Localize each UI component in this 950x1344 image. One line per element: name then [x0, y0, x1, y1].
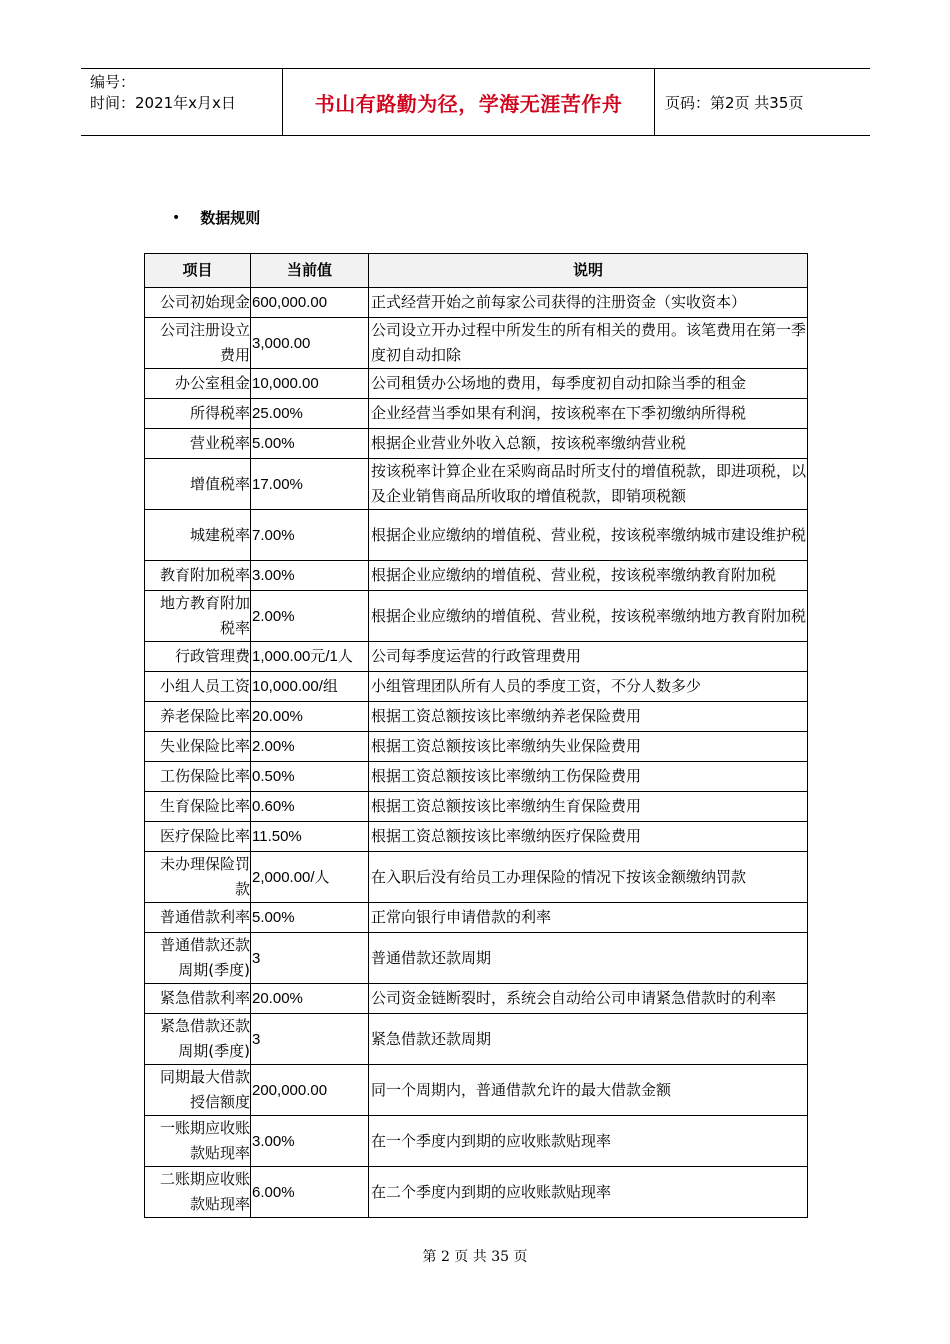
- table-row: [145, 852, 808, 903]
- row-item-cell: 医疗保险比率: [145, 822, 251, 852]
- row-description-cell: 紧急借款还款周期: [369, 1014, 808, 1065]
- row-value-cell: 10,000.00: [251, 369, 369, 399]
- row-description-cell: 正常向银行申请借款的利率: [369, 903, 808, 933]
- table-row: [145, 903, 808, 933]
- row-description-cell: 根据企业营业外收入总额，按该税率缴纳营业税: [369, 429, 808, 459]
- row-item-cell: 工伤保险比率: [145, 762, 251, 792]
- table-row: [145, 591, 808, 642]
- section-title: 数据规则: [200, 209, 261, 227]
- row-description-cell: 在一个季度内到期的应收账款贴现率: [369, 1116, 808, 1167]
- table-row: [145, 459, 808, 510]
- row-item-cell: 小组人员工资: [145, 672, 251, 702]
- row-description-cell: 根据工资总额按该比率缴纳工伤保险费用: [369, 762, 808, 792]
- table-row: [145, 1065, 808, 1116]
- row-item-cell: 教育附加税率: [145, 561, 251, 591]
- row-item-cell: 生育保险比率: [145, 792, 251, 822]
- row-description-cell: 根据企业应缴纳的增值税、营业税，按该税率缴纳教育附加税: [369, 561, 808, 591]
- section-heading: [172, 207, 260, 228]
- row-item-cell: 未办理保险罚款: [145, 852, 251, 903]
- table-row: [145, 399, 808, 429]
- table-row: [145, 1014, 808, 1065]
- row-item-cell: 普通借款利率: [145, 903, 251, 933]
- row-value-cell: 600,000.00: [251, 288, 369, 318]
- table-row: [145, 288, 808, 318]
- table-row: [145, 561, 808, 591]
- row-value-cell: 25.00%: [251, 399, 369, 429]
- row-item-cell: 一账期应收账款贴现率: [145, 1116, 251, 1167]
- row-value-cell: 0.60%: [251, 792, 369, 822]
- document-number-label: 编号：: [90, 73, 136, 91]
- row-description-cell: 根据工资总额按该比率缴纳医疗保险费用: [369, 822, 808, 852]
- row-item-cell: 行政管理费: [145, 642, 251, 672]
- table-row: [145, 318, 808, 369]
- row-description-cell: 公司租赁办公场地的费用，每季度初自动扣除当季的租金: [369, 369, 808, 399]
- header-page-info: [655, 69, 870, 135]
- row-value-cell: 3: [251, 933, 369, 984]
- row-value-cell: 3,000.00: [251, 318, 369, 369]
- row-item-cell: 营业税率: [145, 429, 251, 459]
- column-header-item: 项目: [145, 254, 251, 288]
- row-item-cell: 同期最大借款授信额度: [145, 1065, 251, 1116]
- table-row: [145, 702, 808, 732]
- row-item-cell: 普通借款还款周期(季度): [145, 933, 251, 984]
- data-rules-table: [144, 253, 808, 1218]
- row-item-cell: 办公室租金: [145, 369, 251, 399]
- row-value-cell: 10,000.00/组: [251, 672, 369, 702]
- header-slogan: 书山有路勤为径，学海无涯苦作舟: [314, 91, 623, 116]
- row-item-cell: 二账期应收账款贴现率: [145, 1167, 251, 1218]
- row-item-cell: 地方教育附加税率: [145, 591, 251, 642]
- row-description-cell: 公司资金链断裂时，系统会自动给公司申请紧急借款时的利率: [369, 984, 808, 1014]
- row-value-cell: 2.00%: [251, 591, 369, 642]
- row-item-cell: 失业保险比率: [145, 732, 251, 762]
- row-value-cell: 3: [251, 1014, 369, 1065]
- row-item-cell: 养老保险比率: [145, 702, 251, 732]
- table-row: [145, 792, 808, 822]
- row-description-cell: 在二个季度内到期的应收账款贴现率: [369, 1167, 808, 1218]
- row-description-cell: 普通借款还款周期: [369, 933, 808, 984]
- row-description-cell: 根据企业应缴纳的增值税、营业税，按该税率缴纳城市建设维护税: [369, 510, 808, 561]
- row-description-cell: 在入职后没有给员工办理保险的情况下按该金额缴纳罚款: [369, 852, 808, 903]
- column-header-description: 说明: [369, 254, 808, 288]
- row-description-cell: 根据工资总额按该比率缴纳失业保险费用: [369, 732, 808, 762]
- row-value-cell: 17.00%: [251, 459, 369, 510]
- table-row: [145, 762, 808, 792]
- table-header-row: [145, 254, 808, 288]
- table-row: [145, 429, 808, 459]
- row-value-cell: 20.00%: [251, 702, 369, 732]
- row-value-cell: 7.00%: [251, 510, 369, 561]
- document-date: 时间：2021年x月x日: [90, 94, 236, 112]
- table-row: [145, 822, 808, 852]
- row-value-cell: 6.00%: [251, 1167, 369, 1218]
- row-description-cell: 小组管理团队所有人员的季度工资，不分人数多少: [369, 672, 808, 702]
- table-row: [145, 510, 808, 561]
- table-body: [145, 288, 808, 1218]
- row-value-cell: 2,000.00/人: [251, 852, 369, 903]
- row-value-cell: 2.00%: [251, 732, 369, 762]
- row-item-cell: 所得税率: [145, 399, 251, 429]
- row-value-cell: 3.00%: [251, 1116, 369, 1167]
- row-value-cell: 20.00%: [251, 984, 369, 1014]
- row-value-cell: 200,000.00: [251, 1065, 369, 1116]
- row-item-cell: 城建税率: [145, 510, 251, 561]
- row-value-cell: 5.00%: [251, 429, 369, 459]
- row-value-cell: 1,000.00元/1人: [251, 642, 369, 672]
- table-row: [145, 933, 808, 984]
- page-info-text: 页码：第2页 共35页: [665, 93, 804, 112]
- footer-page-number: 第 2 页 共 35 页: [422, 1249, 528, 1265]
- row-value-cell: 5.00%: [251, 903, 369, 933]
- page-header: [81, 68, 870, 136]
- header-meta: [81, 69, 283, 135]
- table-row: [145, 672, 808, 702]
- row-value-cell: 11.50%: [251, 822, 369, 852]
- row-item-cell: 公司注册设立费用: [145, 318, 251, 369]
- table-row: [145, 369, 808, 399]
- row-description-cell: 根据工资总额按该比率缴纳生育保险费用: [369, 792, 808, 822]
- table-row: [145, 732, 808, 762]
- bullet-icon: •: [172, 209, 181, 226]
- row-item-cell: 增值税率: [145, 459, 251, 510]
- row-value-cell: 0.50%: [251, 762, 369, 792]
- row-value-cell: 3.00%: [251, 561, 369, 591]
- table-row: [145, 984, 808, 1014]
- page-footer: [0, 1246, 950, 1266]
- row-description-cell: 根据工资总额按该比率缴纳养老保险费用: [369, 702, 808, 732]
- row-description-cell: 根据企业应缴纳的增值税、营业税，按该税率缴纳地方教育附加税: [369, 591, 808, 642]
- column-header-value: 当前值: [251, 254, 369, 288]
- row-description-cell: 企业经营当季如果有利润，按该税率在下季初缴纳所得税: [369, 399, 808, 429]
- row-description-cell: 正式经营开始之前每家公司获得的注册资金（实收资本）: [369, 288, 808, 318]
- row-item-cell: 紧急借款利率: [145, 984, 251, 1014]
- row-description-cell: 公司每季度运营的行政管理费用: [369, 642, 808, 672]
- table-row: [145, 1116, 808, 1167]
- row-description-cell: 公司设立开办过程中所发生的所有相关的费用。该笔费用在第一季度初自动扣除: [369, 318, 808, 369]
- table-row: [145, 642, 808, 672]
- row-item-cell: 公司初始现金: [145, 288, 251, 318]
- row-item-cell: 紧急借款还款周期(季度): [145, 1014, 251, 1065]
- header-slogan-cell: [283, 69, 655, 135]
- row-description-cell: 按该税率计算企业在采购商品时所支付的增值税款，即进项税，以及企业销售商品所收取的增值税款，即销项税额: [369, 459, 808, 510]
- table-row: [145, 1167, 808, 1218]
- row-description-cell: 同一个周期内，普通借款允许的最大借款金额: [369, 1065, 808, 1116]
